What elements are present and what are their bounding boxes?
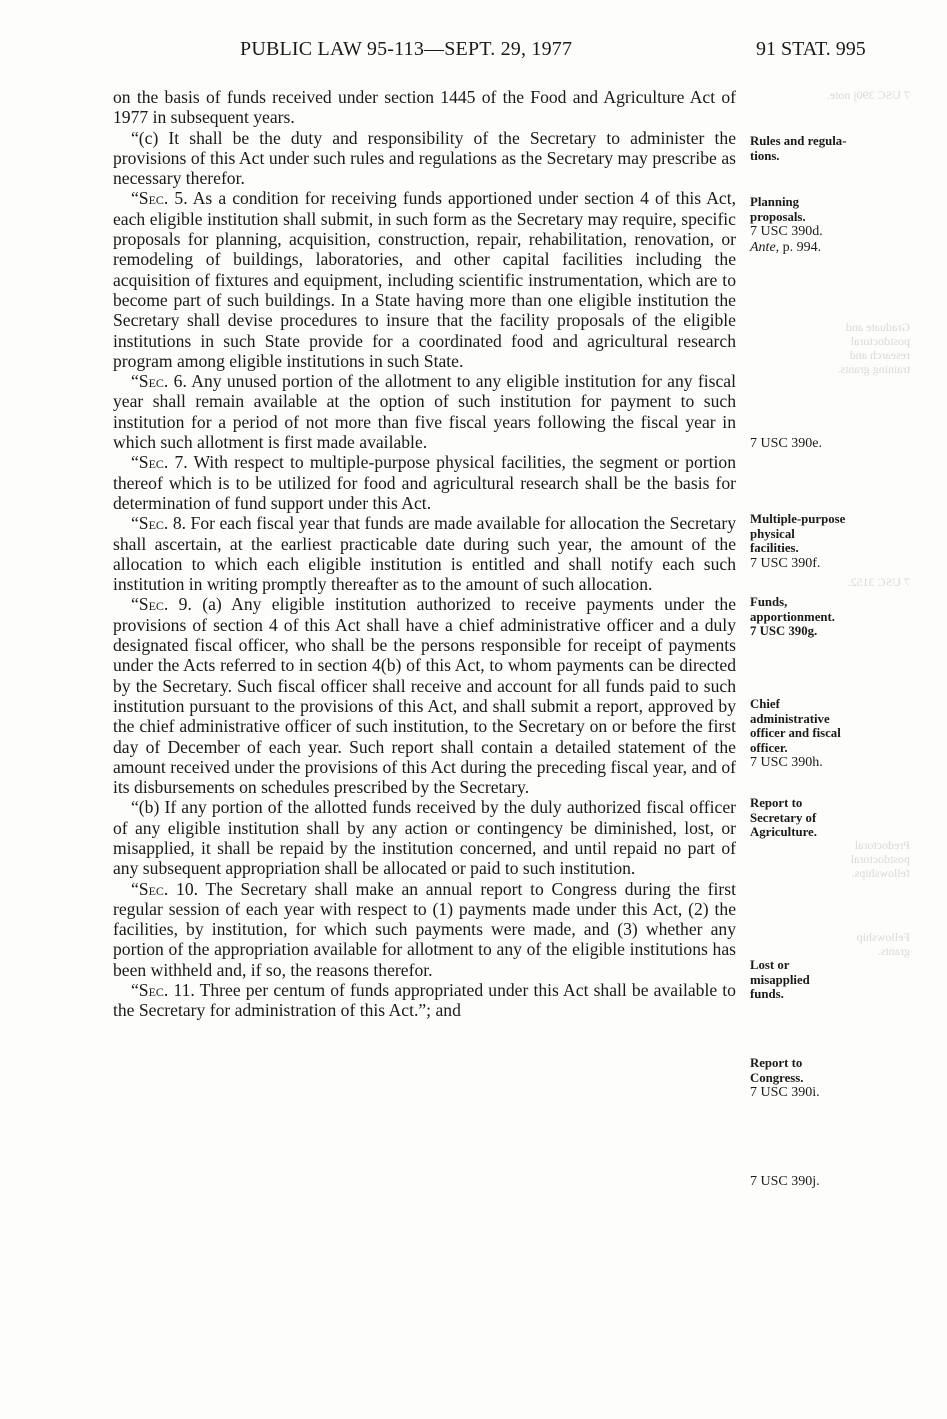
section-text: For each fiscal year that funds are made available for allocation the Secretary shall ascertain, at the earliest practicable date during such year, the amount of the allocation to which each eligible institution is entitled and shall notify each such institution in writing promptly thereafter as to the amount of such allocation. — [113, 513, 737, 595]
paragraph-section-7 — [113, 452, 736, 513]
margin-note-rules: Rules and regula- tions. — [750, 134, 847, 163]
paragraph-section-6 — [113, 371, 736, 452]
section-text: Any unused portion of the allotment to any eligible institution for any fiscal year shall remain available at the option of such institution for payment to such institution for a period of not more than five fiscal years following the fiscal year in which such allotment is first made available. — [113, 371, 737, 453]
section-label: “Sec. 9. — [131, 594, 192, 615]
bleed-through-text: 7 USC 3152. — [847, 575, 910, 589]
section-label: “Sec. 8. — [131, 513, 187, 534]
section-text: Three per centum of funds appropriated under this Act shall be available to the Secretary for administration of this Act.”; and — [113, 980, 736, 1021]
margin-note-report-secretary: Report to Secretary of Agriculture. — [750, 796, 817, 840]
bleed-through-text: Fellowship grants. — [856, 930, 910, 958]
margin-note-390e: 7 USC 390e. — [750, 436, 822, 451]
margin-note-funds: Funds, apportionment. 7 USC 390g. — [750, 595, 835, 639]
paragraph-section-10 — [113, 879, 736, 980]
margin-note-planning: Planning proposals. 7 USC 390d. Ante, p. 994. — [750, 195, 823, 256]
paragraph-section-11 — [113, 980, 736, 1021]
paragraph-section-9b: “(b) If any portion of the allotted funds received by the duly authorized fiscal officer of any eligible institution shall by any action or contingency be diminished, lost, or misapplied, it shall be repaid by the institution concerned, and until repaid no part of any subsequent appropriation shall be allocated or paid to such institution. — [113, 797, 736, 879]
paragraph-section-9a — [113, 594, 736, 797]
paragraph-continuation: on the basis of funds received under section 1445 of the Food and Agriculture Act of 1977 in subsequent years. — [113, 87, 736, 128]
margin-note-multiple-purpose: Multiple-purpose physical facilities. 7 USC 390f. — [750, 512, 846, 571]
bleed-through-text: Predoctoral postdoctoral fellowships. — [850, 838, 910, 880]
margin-note-chief-officer: Chief administrative officer and fiscal officer. 7 USC 390h. — [750, 697, 841, 771]
margin-note-lost-funds: Lost or misapplied funds. — [750, 958, 810, 1002]
section-label: “Sec. 5. — [131, 188, 188, 209]
bleed-through-text: Graduate and postdoctoral research and training grants. — [837, 320, 910, 376]
section-label: “Sec. 11. — [131, 980, 195, 1001]
section-label: “Sec. 7. — [131, 452, 188, 473]
section-text: As a condition for receiving funds apportioned under section 4 of this Act, each eligible institution shall submit, in such form as the Secretary may require, specific proposals for planning, acquisition, construction, repair, rehabilitation, renovation, or remodeling of buildings, laboratories, and other capital facilities including the acquisition of fixtures and equipment, including scientific instrumentation, which are to become part of such buildings. In a State having more than one eligible institution the Secretary shall devise procedures to insure that the facility proposals of the eligible institutions in such State provide for a coordinated food and agricultural research program among eligible institutions in such State. — [113, 188, 737, 371]
section-text: With respect to multiple-purpose physical facilities, the segment or portion thereof which is to be utilized for food and agricultural research shall be the basis for determination of fund support under this Act. — [113, 452, 736, 513]
paragraph-section-5 — [113, 188, 736, 371]
statute-page-reference: 91 STAT. 995 — [756, 38, 866, 60]
running-title: PUBLIC LAW 95-113—SEPT. 29, 1977 — [240, 38, 573, 60]
paragraph-section-8 — [113, 513, 736, 594]
bleed-through-text: 7 USC 390j note. — [826, 88, 910, 102]
section-label: “Sec. 6. — [131, 371, 187, 392]
section-text: (a) Any eligible institution authorized to receive payments under the provisions of section 4 of this Act shall have a chief administrative officer and a duly designated fiscal officer, who shall be the persons responsible for receipt of payments under the Acts referred to in section 4(b) of this Act, to whom payments can be directed by the Secretary. Such fiscal officer shall receive and account for all funds paid to such institution pursuant to the provisions of this Act, and shall submit a report, approved by the chief administrative officer of such institution, to the Secretary on or before the first day of December of each year. Such report shall contain a detailed statement of the amount received under the provisions of this Act during the preceding fiscal year, and of its disbursements on schedules prescribed by the Secretary. — [113, 594, 737, 798]
page-header — [0, 38, 947, 68]
section-label: “Sec. 10. — [131, 878, 199, 899]
body-text — [113, 87, 736, 1021]
section-text: The Secretary shall make an annual report to Congress during the first regular session of each year with respect to (1) payments made under this Act, (2) the facilities, by institution, for which such payments were made, and (3) whether any portion of the appropriation available for allotment to any of the eligible institutions has been withheld and, if so, the reasons therefor. — [113, 878, 736, 980]
paragraph-subsection-c: “(c) It shall be the duty and responsibility of the Secretary to administer the provisions of this Act under such rules and regulations as the Secretary may prescribe as necessary therefor. — [113, 127, 736, 189]
margin-note-390j: 7 USC 390j. — [750, 1174, 820, 1189]
margin-note-report-congress: Report to Congress. 7 USC 390i. — [750, 1056, 820, 1101]
